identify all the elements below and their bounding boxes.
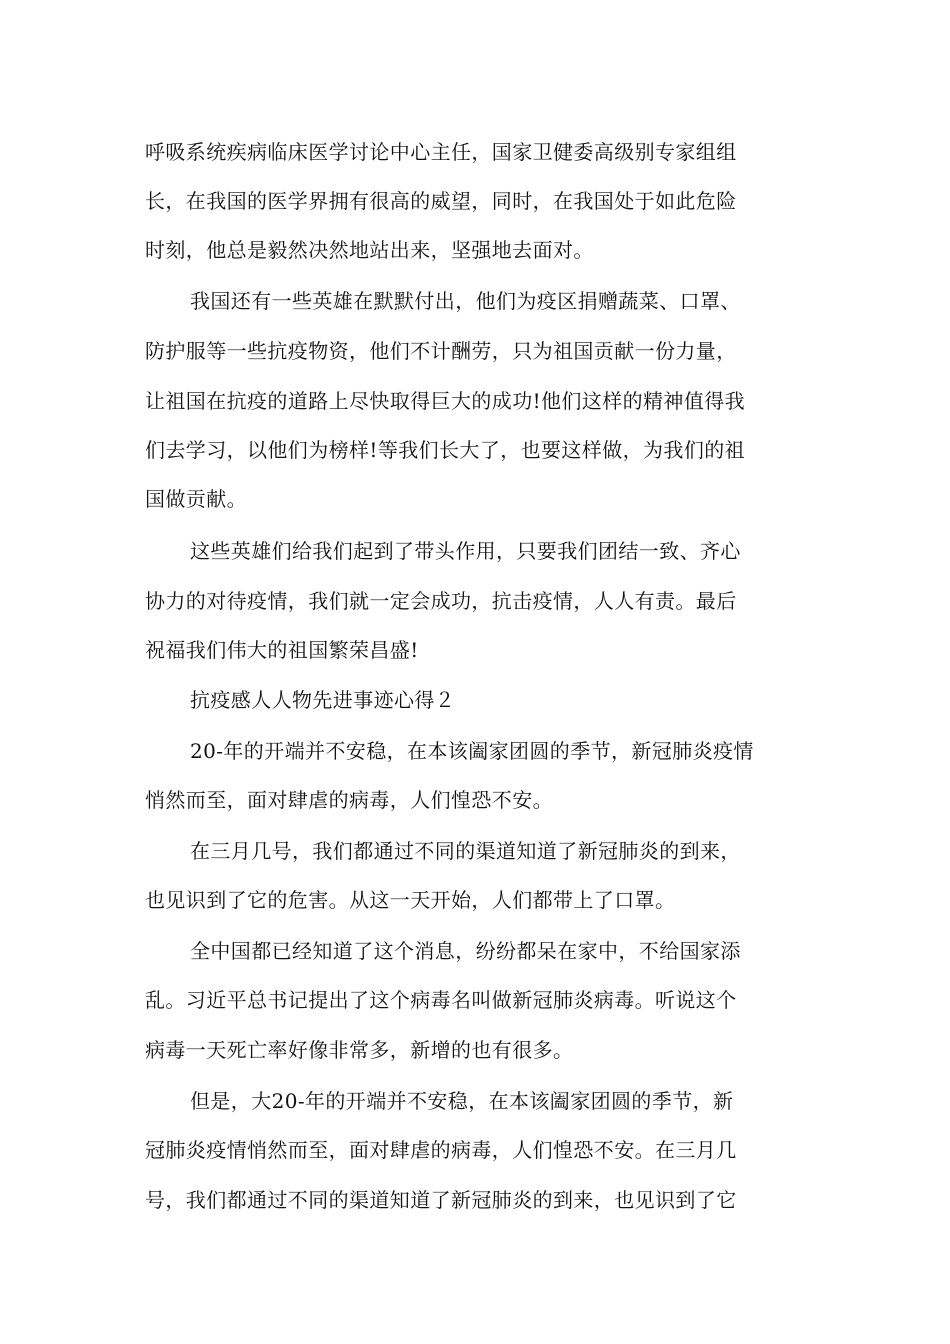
text-line: 号，我们都通过不同的渠道知道了新冠肺炎的到来，也见识到了它 [145, 1188, 737, 1212]
text-line: 时刻，他总是毅然决然地站出来，坚强地去面对。 [145, 238, 594, 262]
paragraph-first-line: 这些英雄们给我们起到了带头作用，只要我们团结一致、齐心 [190, 539, 741, 563]
text-line: 长，在我国的医学界拥有很高的威望，同时，在我国处于如此危险 [145, 189, 737, 213]
paragraph-first-line: 我国还有一些英雄在默默付出，他们为疫区捐赠蔬菜、口罩、 [190, 289, 741, 313]
paragraph-first-line: 但是，大20-年的开端并不安稳，在本该阖家团圆的季节，新 [190, 1089, 734, 1113]
text-line: 们去学习，以他们为榜样!等我们长大了，也要这样做，为我们的祖 [145, 438, 746, 462]
text-line: 防护服等一些抗疫物资，他们不计酬劳，只为祖国贡献一份力量， [145, 339, 737, 363]
paragraph-first-line: 全中国都已经知道了这个消息，纷纷都呆在家中，不给国家添 [190, 939, 741, 963]
text-line: 悄然而至，面对肆虐的病毒，人们惶恐不安。 [145, 788, 553, 812]
section-heading: 抗疫感人人物先进事迹心得２ [190, 688, 456, 712]
text-line: 呼吸系统疾病临床医学讨论中心主任，国家卫健委高级别专家组组 [145, 140, 737, 164]
text-line: 乱。习近平总书记提出了这个病毒名叫做新冠肺炎病毒。听说这个 [145, 988, 737, 1012]
paragraph-first-line: 在三月几号，我们都通过不同的渠道知道了新冠肺炎的到来， [190, 839, 741, 863]
text-line: 病毒一天死亡率好像非常多，新增的也有很多。 [145, 1038, 574, 1062]
paragraph-first-line: 20-年的开端并不安稳，在本该阖家团圆的季节，新冠肺炎疫情 [190, 739, 754, 763]
text-line: 让祖国在抗疫的道路上尽快取得巨大的成功!他们这样的精神值得我 [145, 389, 746, 413]
text-line: 祝福我们伟大的祖国繁荣昌盛! [145, 638, 419, 662]
text-line: 也见识到了它的危害。从这一天开始，人们都带上了口罩。 [145, 888, 676, 912]
text-line: 协力的对待疫情，我们就一定会成功，抗击疫情，人人有责。最后 [145, 589, 737, 613]
text-line: 冠肺炎疫情悄然而至，面对肆虐的病毒，人们惶恐不安。在三月几 [145, 1138, 737, 1162]
text-line: 国做贡献。 [145, 487, 247, 511]
